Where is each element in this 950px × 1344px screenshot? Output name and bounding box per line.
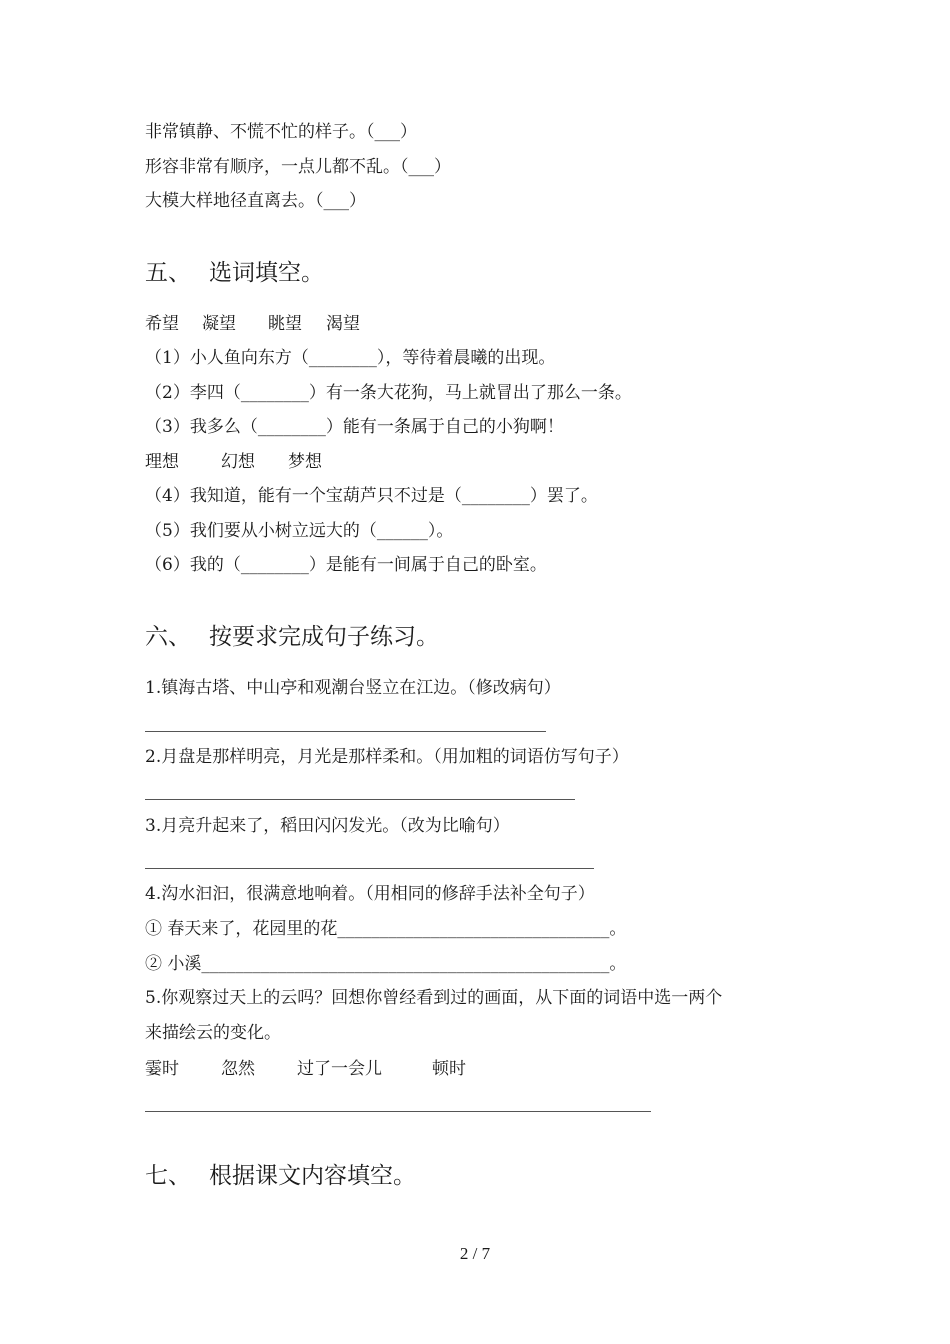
section-7-title: 根据课文内容填空。: [209, 1163, 416, 1189]
question-2: 2.月盘是那样明亮，月光是那样柔和。（用加粗的词语仿写句子）: [145, 747, 629, 767]
question-4: 4.沟水汩汩，很满意地响着。（用相同的修辞手法补全句子）: [145, 884, 595, 904]
word-bank-b: [145, 451, 322, 473]
word-bank-word: 凝望: [202, 314, 236, 334]
section-5-number: 五、: [145, 260, 191, 286]
fill-item-4: （4）我知道，能有一个宝葫芦只不过是（________）罢了。: [145, 486, 598, 506]
page-number: 2 / 7: [459, 1244, 491, 1263]
word-bank-word: 理想: [145, 452, 179, 472]
definition-line-3: 大模大样地径直离去。（___）: [145, 191, 366, 211]
section-5-heading: [145, 259, 324, 287]
word-bank-word: 渴望: [326, 314, 360, 334]
fill-item-3: （3）我多么（________）能有一条属于自己的小狗啊！: [145, 417, 564, 437]
fill-item-6: （6）我的（________）是能有一间属于自己的卧室。: [145, 555, 547, 575]
question-4-part-b: ② 小溪________________________________________________。: [145, 954, 627, 974]
question-5-line-1: 5.你观察过天上的云吗？回想你曾经看到过的画面，从下面的词语中选一两个: [145, 988, 723, 1008]
fill-item-1: （1）小人鱼向东方（________），等待着晨曦的出现。: [145, 348, 556, 368]
question-1: 1.镇海古塔、中山亭和观潮台竖立在江边。（修改病句）: [145, 678, 561, 698]
answer-line-2[interactable]: [145, 799, 575, 800]
word-bank-word: 忽然: [221, 1059, 255, 1079]
definition-line-2: 形容非常有顺序，一点儿都不乱。（___）: [145, 157, 451, 177]
section-6-number: 六、: [145, 624, 191, 650]
question-5-word-bank: [145, 1058, 466, 1080]
answer-line-3[interactable]: [145, 868, 594, 869]
section-7-number: 七、: [145, 1163, 191, 1189]
word-bank-word: 过了一会儿: [297, 1059, 382, 1079]
answer-line-1[interactable]: [145, 731, 546, 732]
section-7-heading: [145, 1162, 416, 1190]
word-bank-word: 顿时: [432, 1059, 466, 1079]
question-4-part-a: ① 春天来了，花园里的花________________________________。: [145, 919, 627, 939]
word-bank-word: 希望: [145, 314, 179, 334]
word-bank-a: [145, 313, 360, 335]
definition-line-1: 非常镇静、不慌不忙的样子。（___）: [145, 122, 417, 142]
section-6-heading: [145, 623, 439, 651]
section-5-title: 选词填空。: [209, 260, 324, 286]
section-6-title: 按要求完成句子练习。: [209, 624, 439, 650]
word-bank-word: 幻想: [221, 452, 255, 472]
fill-item-2: （2）李四（________）有一条大花狗，马上就冒出了那么一条。: [145, 383, 632, 403]
answer-line-5[interactable]: [145, 1111, 651, 1112]
word-bank-word: 眺望: [268, 314, 302, 334]
word-bank-word: 梦想: [288, 452, 322, 472]
fill-item-5: （5）我们要从小树立远大的（______）。: [145, 521, 454, 541]
question-5-line-2: 来描绘云的变化。: [145, 1023, 281, 1043]
word-bank-word: 霎时: [145, 1059, 179, 1079]
question-3: 3.月亮升起来了，稻田闪闪发光。（改为比喻句）: [145, 816, 510, 836]
